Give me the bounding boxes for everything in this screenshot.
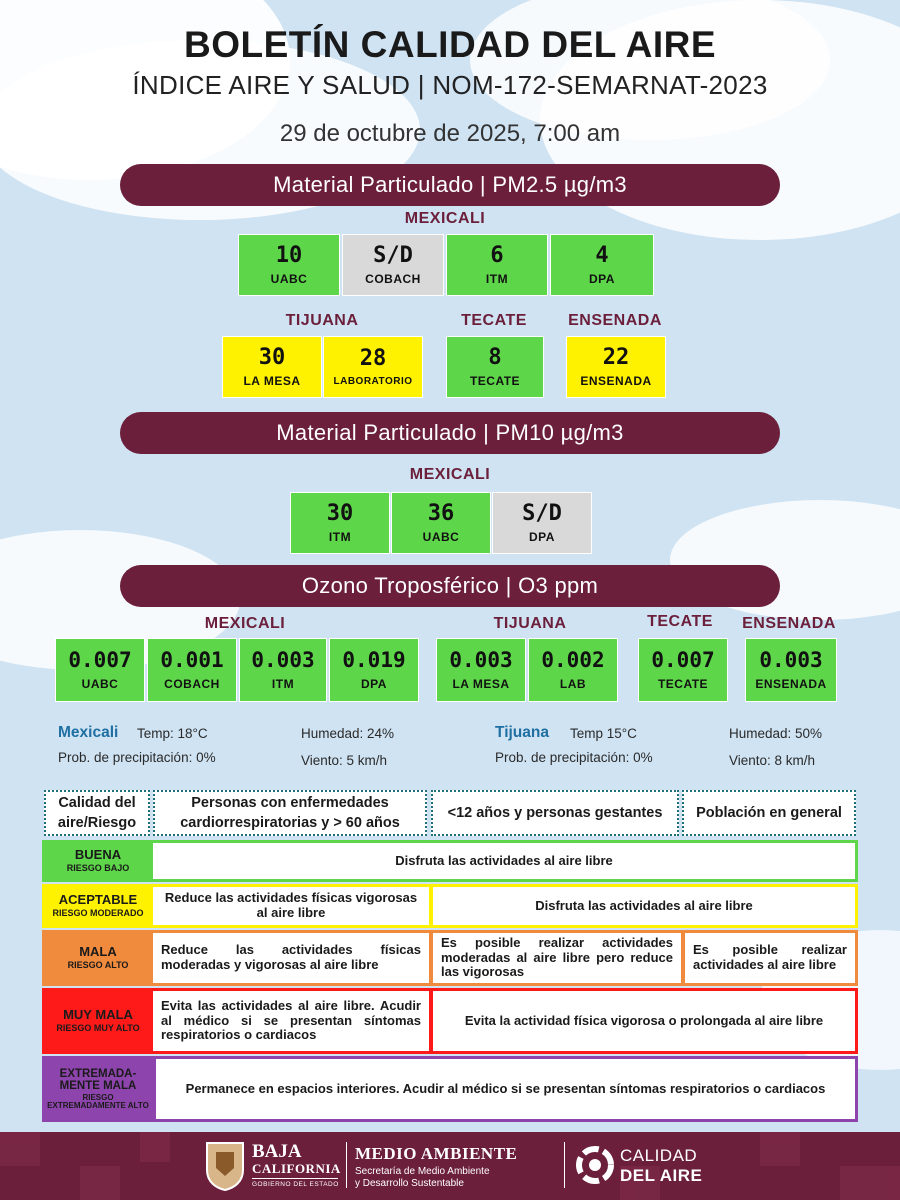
o3-tecate-label: TECATE [647, 613, 713, 630]
station-name: ITM [328, 530, 352, 545]
station-value: 4 [595, 242, 609, 268]
risk-sub: RIESGO ALTO [67, 960, 129, 971]
risk-cell: Reduce las actividades físicas moderadas y vigorosas al aire libre [153, 933, 429, 983]
station-value: 22 [602, 344, 630, 370]
pm25-tijuana-label: TIJUANA [285, 312, 359, 329]
pm25-station-dpa [550, 234, 654, 296]
risk-level: MUY MALA [63, 1007, 133, 1023]
o3-station-uabc [55, 638, 145, 702]
footer-ma-line1: Secretaría de Medio Ambiente [355, 1166, 490, 1177]
station-name: UABC [81, 676, 119, 691]
footer-ma-title: MEDIO AMBIENTE [355, 1144, 518, 1163]
bulletin-date: 29 de octubre de 2025, 7:00 am [279, 120, 621, 147]
risk-cell: Evita la actividad física vigorosa o prolongada al aire libre [433, 991, 855, 1051]
weather-mexicali-humidity: Humedad: 24% [301, 726, 395, 741]
pm25-banner: Material Particulado | PM2.5 µg/m3 [120, 164, 780, 206]
table-header-quality: Calidad del aire/Riesgo [44, 790, 150, 836]
o3-mexicali-label: MEXICALI [204, 615, 286, 632]
risk-level: EXTREMADA-MENTE MALA [59, 1067, 137, 1092]
risk-label-buena [44, 842, 152, 880]
station-value: 0.001 [160, 648, 224, 673]
weather-mexicali-temp: Temp: 18°C [137, 726, 208, 741]
pm25-station-uabc [238, 234, 340, 296]
station-value: 0.002 [541, 648, 605, 673]
weather-mexicali-city: Mexicali [58, 724, 119, 741]
pm25-station-itm [446, 234, 548, 296]
pm25-station-tecate [446, 336, 544, 398]
risk-level: ACEPTABLE [58, 892, 138, 908]
risk-label-extrema [44, 1058, 152, 1120]
station-name: DPA [361, 676, 387, 691]
station-name: ITM [485, 272, 509, 287]
footer-ca-line1: CALIDAD [620, 1146, 698, 1165]
risk-level: BUENA [74, 847, 122, 863]
footer-divider [346, 1142, 347, 1188]
weather-tijuana-city: Tijuana [495, 724, 549, 741]
station-value: 0.003 [759, 648, 823, 673]
station-value: S/D [522, 500, 562, 526]
o3-ensenada-label: ENSENADA [742, 615, 836, 632]
pm10-mexicali-label: MEXICALI [409, 466, 491, 483]
station-value: 0.019 [342, 648, 406, 673]
weather-mexicali-precip: Prob. de precipitación: 0% [58, 750, 216, 765]
footer-bc-line2: CALIFORNIA [252, 1161, 341, 1176]
station-value: 30 [326, 500, 354, 526]
footer-ma-line2: y Desarrollo Sustentable [355, 1178, 464, 1189]
pm25-tecate-label: TECATE [461, 312, 527, 329]
station-value: 10 [275, 242, 303, 268]
pm10-banner: Material Particulado | PM10 µg/m3 [120, 412, 780, 454]
risk-label-mala [44, 932, 152, 984]
footer-bc-line3: GOBIERNO DEL ESTADO [252, 1181, 339, 1188]
risk-sub: RIESGO BAJO [66, 863, 130, 874]
station-name: ENSENADA [580, 374, 652, 389]
o3-station-cobach [147, 638, 237, 702]
baja-california-shield-icon [204, 1140, 246, 1192]
station-name: ENSENADA [755, 676, 827, 691]
risk-sub: RIESGO MUY ALTO [56, 1023, 140, 1034]
table-header-general: Población en general [682, 790, 856, 836]
station-name: LAB [559, 676, 587, 691]
page-subtitle: ÍNDICE AIRE Y SALUD | NOM-172-SEMARNAT-2023 [132, 70, 768, 100]
risk-cell: Es posible realizar actividades moderadas al aire libre pero reduce las vigorosas [433, 933, 681, 983]
station-name: TECATE [469, 374, 521, 389]
station-name: LA MESA [452, 676, 510, 691]
footer-divider [252, 1178, 338, 1179]
pm25-mexicali-label: MEXICALI [404, 210, 486, 227]
station-value: 30 [258, 344, 286, 370]
risk-sub: RIESGO MODERADO [52, 908, 144, 919]
station-name: COBACH [365, 272, 421, 287]
pm25-ensenada-label: ENSENADA [568, 312, 662, 329]
pm10-station-uabc [391, 492, 491, 554]
station-name: UABC [422, 530, 460, 545]
risk-cell: Reduce las actividades físicas vigorosas al aire libre [153, 887, 429, 925]
station-value: 6 [490, 242, 504, 268]
station-value: 0.007 [68, 648, 132, 673]
station-name: DPA [589, 272, 615, 287]
o3-station-itm [239, 638, 327, 702]
risk-label-aceptable [44, 886, 152, 926]
o3-station-dpa [329, 638, 419, 702]
risk-cell: Permanece en espacios interiores. Acudir al médico si se presentan síntomas respiratorios o cardiacos [156, 1059, 855, 1119]
station-value: 0.007 [651, 648, 715, 673]
station-value: 0.003 [251, 648, 315, 673]
footer-divider [564, 1142, 565, 1188]
weather-tijuana-precip: Prob. de precipitación: 0% [495, 750, 653, 765]
station-name: UABC [270, 272, 308, 287]
pm10-station-dpa [492, 492, 592, 554]
weather-tijuana-wind: Viento: 8 km/h [729, 753, 816, 768]
weather-mexicali-wind: Viento: 5 km/h [301, 753, 388, 768]
station-name: LABORATORIO [333, 375, 413, 387]
risk-label-muy-mala [44, 990, 152, 1052]
station-name: TECATE [657, 676, 709, 691]
risk-sub: RIESGO EXTREMADAMENTE ALTO [47, 1092, 149, 1111]
footer-ca-line2: DEL AIRE [620, 1166, 703, 1185]
footer-bc-line1: BAJA [252, 1141, 302, 1162]
pm25-station-laboratorio [323, 336, 423, 398]
o3-banner: Ozono Troposférico | O3 ppm [120, 565, 780, 607]
o3-tijuana-label: TIJUANA [493, 615, 567, 632]
pm25-station-ensenada [566, 336, 666, 398]
risk-cell: Disfruta las actividades al aire libre [153, 843, 855, 879]
o3-station-tecate [638, 638, 728, 702]
o3-station-ensenada [745, 638, 837, 702]
station-value: 36 [427, 500, 455, 526]
weather-tijuana-humidity: Humedad: 50% [729, 726, 823, 741]
weather-tijuana-temp: Temp 15°C [570, 726, 637, 741]
risk-cell: Evita las actividades al aire libre. Acudir al médico si se presentan síntomas respiratorios o cardiacos [153, 991, 429, 1051]
station-name: COBACH [164, 676, 220, 691]
table-header-children: <12 años y personas gestantes [431, 790, 679, 836]
station-value: S/D [373, 242, 413, 268]
station-value: 28 [359, 346, 387, 372]
station-name: LA MESA [243, 374, 301, 389]
station-name: ITM [271, 676, 295, 691]
table-header-cardio: Personas con enfermedades cardiorrespiratorias y > 60 años [153, 790, 427, 836]
pm25-station-cobach [342, 234, 444, 296]
pm10-station-itm [290, 492, 390, 554]
risk-cell: Es posible realizar actividades al aire libre [685, 933, 855, 983]
station-value: 8 [488, 344, 502, 370]
station-value: 0.003 [449, 648, 513, 673]
risk-cell: Disfruta las actividades al aire libre [433, 887, 855, 925]
footer [0, 1132, 900, 1200]
o3-station-la-mesa [436, 638, 526, 702]
risk-level: MALA [79, 944, 117, 960]
station-name: DPA [529, 530, 555, 545]
calidad-aire-logo-icon [576, 1146, 614, 1184]
pm25-station-la-mesa [222, 336, 322, 398]
o3-station-lab [528, 638, 618, 702]
page-title: BOLETÍN CALIDAD DEL AIRE [183, 24, 717, 65]
